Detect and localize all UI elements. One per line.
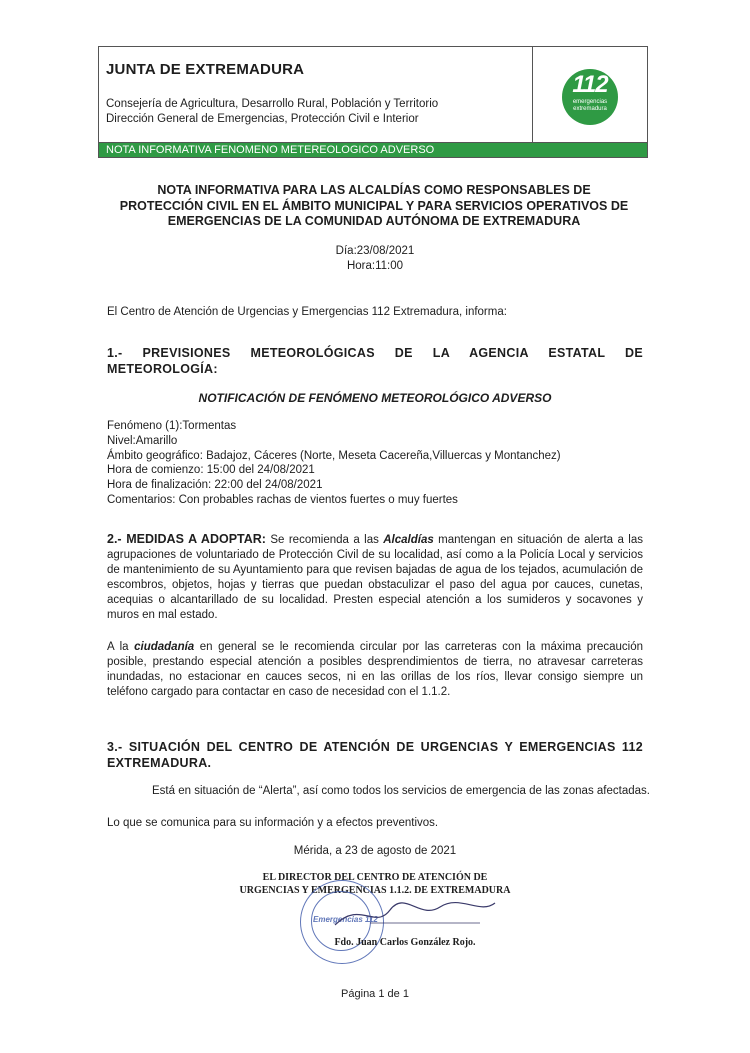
section-2-text-a: Se recomienda a las: [270, 534, 379, 546]
organization-name: JUNTA DE EXTREMADURA: [106, 61, 305, 78]
section-1-details: [107, 419, 643, 508]
title-line-3: EMERGENCIAS DE LA COMUNIDAD AUTÓNOMA DE EXTREMADURA: [167, 214, 581, 228]
header-green-bar: [99, 142, 647, 157]
detail-line: Comentarios: Con probables rachas de vientos fuertes o muy fuertes: [107, 493, 458, 506]
document-title: [98, 183, 650, 230]
detail-line: Fenómeno (1):Tormentas: [107, 420, 237, 432]
section-3-text: Está en situación de “Alerta”, así como todos los servicios de emergencia de las zonas afectadas.: [152, 785, 650, 797]
section-1-heading: 1.- PREVISIONES METEOROLÓGICAS DE LA AGENCIA ESTATAL DE METEOROLOGÍA:: [107, 346, 643, 376]
logo-sub-2: extremadura: [573, 106, 607, 112]
logo-sub-1: emergencias: [572, 99, 608, 105]
signature-line-1: EL DIRECTOR DEL CENTRO DE ATENCIÓN DE: [262, 872, 488, 883]
logo-subtext: [562, 99, 618, 113]
logo-number: 112: [572, 71, 608, 98]
department-line-1: Consejería de Agricultura, Desarrollo Rural, Población y Territorio: [106, 98, 439, 110]
section-1-subtitle: NOTIFICACIÓN DE FENÓMENO METEOROLÓGICO ADVERSO: [198, 391, 552, 405]
place-and-date: Mérida, a 23 de agosto de 2021: [293, 845, 457, 857]
detail-line: Hora de comienzo: 15:00 del 24/08/2021: [107, 464, 315, 477]
section-2-heading: 2.- MEDIDAS A ADOPTAR:: [107, 532, 266, 546]
detail-line: Nivel:Amarillo: [107, 434, 178, 447]
signature-line-2: URGENCIAS Y EMERGENCIAS 1.1.2. DE EXTREMADURA: [239, 885, 511, 896]
document-time: Hora:11:00: [346, 260, 404, 272]
section-2-paragraph-2: [107, 640, 643, 700]
intro-text: El Centro de Atención de Urgencias y Emergencias 112 Extremadura, informa:: [107, 306, 507, 318]
letterhead-text-block: [99, 47, 533, 142]
detail-line: Hora de finalización: 22:00 del 24/08/2021: [107, 479, 323, 492]
section-3-heading: 3.- SITUACIÓN DEL CENTRO DE ATENCIÓN DE URGENCIAS Y EMERGENCIAS 112 EXTREMADURA.: [107, 740, 643, 770]
stamp-text: Emergencias 112: [313, 915, 378, 924]
section-2-paragraph-1: [107, 532, 643, 623]
title-line-2: PROTECCIÓN CIVIL EN EL ÁMBITO MUNICIPAL Y PARA SERVICIOS OPERATIVOS DE: [119, 198, 629, 213]
section-2-p2-text-a: A la: [107, 641, 129, 653]
signature-name: Fdo. Juan Carlos González Rojo.: [334, 937, 476, 948]
section-2-p2-emphasis: ciudadanía: [134, 641, 195, 653]
document-date: Día:23/08/2021: [335, 245, 415, 257]
title-line-1: NOTA INFORMATIVA PARA LAS ALCALDÍAS COMO RESPONSABLES DE: [157, 183, 591, 197]
letterhead: [98, 46, 648, 158]
section-2-emphasis: Alcaldías: [383, 534, 434, 546]
emergencias-112-logo-icon: [562, 69, 618, 125]
closing-text: Lo que se comunica para su información y a efectos preventivos.: [107, 817, 439, 829]
header-bar-text: NOTA INFORMATIVA FENOMENO METEREOLOGICO ADVERSO: [106, 144, 435, 156]
logo-area: [533, 47, 647, 142]
handwritten-signature-icon: [330, 895, 500, 935]
page-footer: Página 1 de 1: [341, 988, 409, 1000]
section-2-text-b: mantengan en situación de alerta a las agrupaciones de voluntariado de Protección Civil de su localidad, así como a la Policía Local y servicios de mantenimiento de su Ayuntamiento para que revisen bajadas de agua de los tejados, acumulación de escombros, objetos, hojas y tierras que puedan obstaculizar el paso del agua por cauces, cunetas, acequias o alcantarillado de su localidad. Presten especial atención a los sumideros y socavones y muros en mal estado.: [107, 534, 643, 621]
department-lines: [106, 97, 438, 127]
detail-line: Ámbito geográfico: Badajoz, Cáceres (Norte, Meseta Cacereña,Villuercas y Montanchez): [107, 449, 561, 462]
section-2-p2-text-b: en general se le recomienda circular por las carreteras con la máxima precaución posible, prestando especial atención a posibles desprendimientos de tierra, no atravesar carreteras inundadas, no estacionar en cauces secos, ni en las orillas de los ríos, llevar consigo siempre un teléfono cargado para contactar en caso de necesidad con el 1.1.2.: [107, 641, 643, 698]
department-line-2: Dirección General de Emergencias, Protección Civil e Interior: [106, 113, 419, 125]
